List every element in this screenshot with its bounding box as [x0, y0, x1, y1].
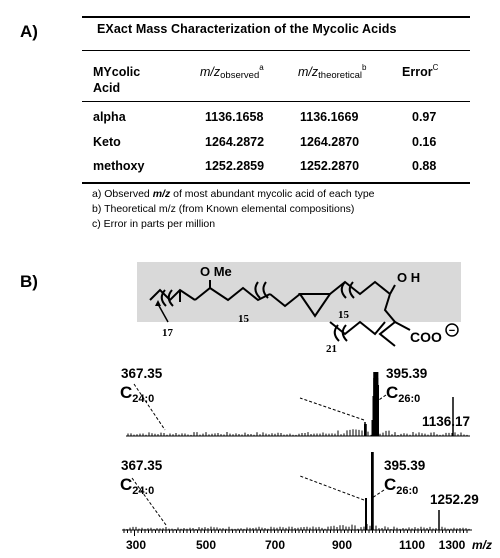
spectrum-1 [1, 1, 470, 436]
header-observed: m/zobserved$^a$ [200, 63, 264, 81]
row-theoretical: 1264.2870 [300, 135, 360, 149]
tick-label: 500 [195, 538, 217, 552]
row-acid: Keto [93, 135, 121, 149]
row-observed: 1264.2872 [205, 135, 265, 149]
alkyl-chain-21 [330, 322, 385, 334]
tick-label: 1300 [438, 538, 466, 552]
row-acid: methoxy [93, 159, 145, 173]
tick-label: 700 [264, 538, 286, 552]
panel-b-label: B) [20, 272, 38, 291]
footnote-c: c) Error in parts per million [92, 218, 216, 230]
spectrum-1-label-1136: 1136.17 [422, 414, 471, 429]
carboxyl-bond [395, 322, 410, 330]
spectrum-2-c24-dash [300, 476, 364, 500]
axis-ticks [124, 530, 467, 536]
spectrum-2-label-395: 395.39 [384, 458, 426, 473]
mz-axis [124, 530, 492, 552]
header-acid-line1: MYcolic [93, 65, 141, 79]
panel-a-label: A) [20, 22, 38, 41]
header-theoretical: m/ztheoretical$^b$ [298, 63, 367, 81]
spectrum-2-c26-dash [372, 490, 384, 498]
spectrum-1-c24-label: $C_{24:0}$ [120, 383, 155, 405]
count-15a: 15 [238, 313, 249, 325]
spectrum-2-noise [124, 524, 469, 530]
row-error: 0.88 [412, 159, 437, 173]
row-theoretical: 1252.2870 [300, 159, 360, 173]
spectrum-1-c26-label: $C_{26:0}$ [386, 383, 421, 405]
table-title: EXact Mass Characterization of the Mycolic Acids [97, 22, 397, 36]
spectrum-1-label-395: 395.39 [386, 366, 428, 381]
row-observed: 1136.1658 [205, 110, 264, 124]
spectrum-2 [120, 452, 479, 530]
spectrum-2-label-367: 367.35 [121, 458, 163, 473]
footnote-b: b) Theoretical m/z (from Known elemental compositions) [92, 203, 355, 215]
spectrum-1-noise [128, 429, 467, 436]
footnote-a: a) Observed m/z of most abundant mycolic acid of each type [92, 188, 375, 200]
count-17: 17 [162, 327, 173, 339]
header-error: Error$^C$ [402, 63, 439, 79]
negative-charge: − [448, 325, 456, 337]
count-15b: 15 [338, 309, 349, 321]
axis-unit: m/z [472, 538, 493, 552]
row-observed: 1252.2859 [205, 159, 265, 173]
hydroxyl-label: O H [397, 270, 421, 285]
row-error: 0.97 [412, 110, 437, 124]
count-21: 21 [326, 343, 337, 355]
tick-label: 300 [125, 538, 147, 552]
row-theoretical: 1136.1669 [300, 110, 359, 124]
tick-label: 900 [331, 538, 353, 552]
carboxylate-label: COO [410, 329, 442, 345]
spectrum-2-c24-label: $C_{24:0}$ [120, 475, 155, 497]
row-acid: alpha [93, 110, 126, 124]
spectrum-2-c26-label: $C_{26:0}$ [384, 475, 419, 497]
header-acid-line2: Acid [93, 81, 121, 95]
spectrum-2-label-1252: 1252.29 [430, 492, 479, 507]
methoxy-label: O Me [200, 264, 232, 279]
spectrum-1-c24-leader [134, 384, 165, 430]
spectrum-1-c24-dash [300, 398, 364, 420]
row-error: 0.16 [412, 135, 437, 149]
tick-label: 1100 [398, 538, 426, 552]
spectrum-1-label-367: 367.35 [121, 366, 163, 381]
